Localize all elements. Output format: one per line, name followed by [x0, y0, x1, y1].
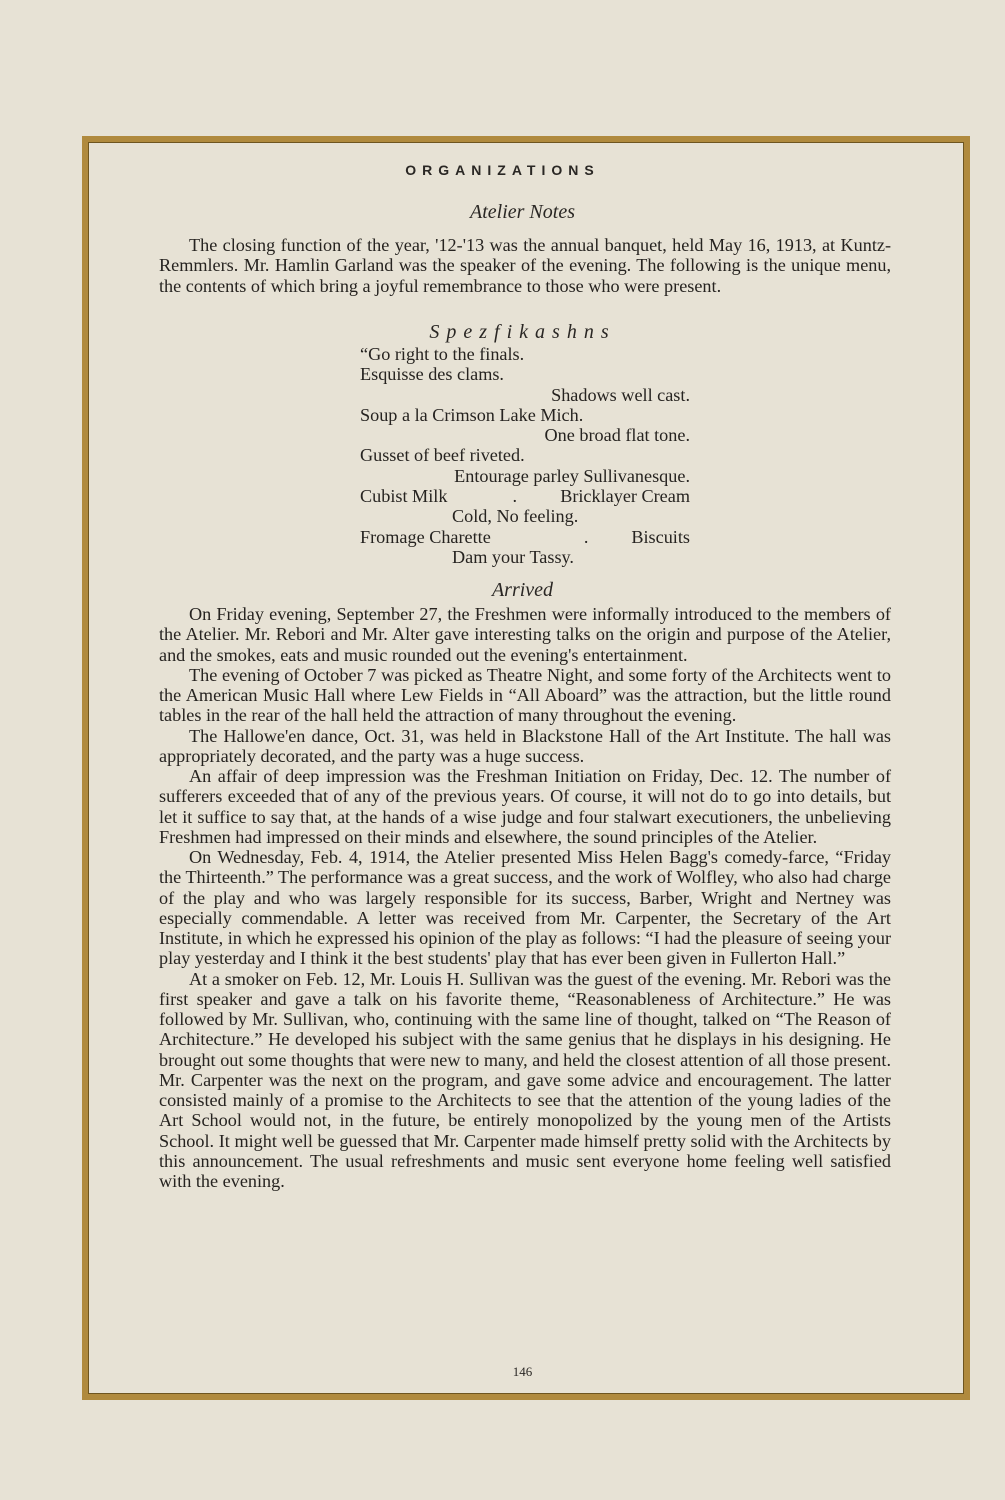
arrived-paragraph: At a smoker on Feb. 12, Mr. Louis H. Sullivan was the guest of the evening. Mr. Rebori was the first speaker and gave a talk on his favorite theme, “Reasonableness of Architecture.” He was followed by Mr. Sullivan, who, continuing with the same line of thought, talked on “The Reason of Architecture.” He developed his subject with the same genius that he displays in his designing. He brought out some thoughts that were new to many, and held the closest attention of all those present. Mr. Carpenter was the next on the program, and gave some advice and encouragement. The latter consisted mainly of a promise to the Architects to see that the attention of the young ladies of the Art School would not, in the future, be entirely monopolized by the young men of the Artists School. It might well be guessed that Mr. Carpenter made himself pretty solid with the Architects by this announcement. The usual refreshments and music sent everyone home feeling well satisfied with the evening. — [159, 968, 891, 1191]
menu-line-split — [360, 527, 690, 547]
banquet-menu — [360, 344, 690, 567]
arrived-paragraph: On Wednesday, Feb. 4, 1914, the Atelier presented Miss Helen Bagg's comedy-farce, “Friday the Thirteenth.” The performance was a great success, and the work of Wolfley, who also had charge of the play and who was largely responsible for its success, Barber, Wright and Nertney was especially commendable. A letter was received from Mr. Carpenter, the Secretary of the Art Institute, in which he expressed his opinion of the play as follows: “I had the pleasure of seeing your play yesterday and I think it the best students' play that has ever been given in Fullerton Hall.” — [159, 847, 891, 969]
menu-line-split — [360, 486, 690, 506]
menu-line: Entourage parley Sullivanesque. — [454, 465, 690, 486]
intro-text: The closing function of the year, '12-'13 was the annual banquet, held May 16, 1913, at Kuntz-Remmlers. Mr. Hamlin Garland was the speaker of the evening. The following is the unique menu, the contents of which bring a joyful remembrance to those who were present. — [159, 235, 891, 296]
menu-item-left: Cubist Milk — [360, 486, 448, 507]
menu-line: Dam your Tassy. — [452, 546, 574, 567]
menu-line: “Go right to the finals. — [360, 344, 525, 364]
menu-line: Cold, No feeling. — [452, 506, 579, 527]
menu-separator: . — [512, 486, 518, 507]
menu-title: Spezfikashns — [429, 321, 616, 343]
menu-separator: . — [583, 526, 589, 547]
page-number: 146 — [512, 1364, 533, 1379]
arrived-paragraph: The evening of October 7 was picked as Theatre Night, and some forty of the Architects went to the American Music Hall where Lew Fields in “All Aboard” was the attraction, but the little round tables in the rear of the hall held the attraction of many throughout the evening. — [159, 664, 891, 726]
arrived-heading: Arrived — [491, 579, 554, 601]
article-title: Atelier Notes — [470, 201, 575, 223]
menu-line: Soup a la Crimson Lake Mich. — [360, 404, 584, 425]
arrived-section — [159, 604, 891, 1191]
menu-line: Gusset of beef riveted. — [360, 445, 525, 466]
intro-paragraph — [159, 235, 891, 296]
menu-line: One broad flat tone. — [544, 425, 690, 446]
section-heading: ORGANIZATIONS — [405, 162, 600, 178]
arrived-paragraph: An affair of deep impression was the Freshman Initiation on Friday, Dec. 12. The number of sufferers exceeded that of any of the previous years. Of course, it will not do to go into details, but let it suffice to say that, at the hands of a wise judge and four stalwart executioners, the unbelieving Freshmen had impressed on their minds and elsewhere, the sound principles of the Atelier. — [159, 766, 891, 847]
menu-item-right: Bricklayer Cream — [560, 486, 690, 507]
menu-item-right: Biscuits — [631, 526, 690, 547]
arrived-paragraph: The Hallowe'en dance, Oct. 31, was held in Blackstone Hall of the Art Institute. The hall was appropriately decorated, and the party was a huge success. — [159, 725, 891, 766]
menu-item-left: Fromage Charette — [360, 526, 491, 547]
menu-line: Shadows well cast. — [551, 384, 690, 405]
menu-line: Esquisse des clams. — [360, 364, 504, 385]
arrived-paragraph: On Friday evening, September 27, the Freshmen were informally introduced to the members of the Atelier. Mr. Rebori and Mr. Alter gave interesting talks on the origin and purpose of the Atelier, and the smokes, eats and music rounded out the evening's entertainment. — [159, 604, 891, 665]
